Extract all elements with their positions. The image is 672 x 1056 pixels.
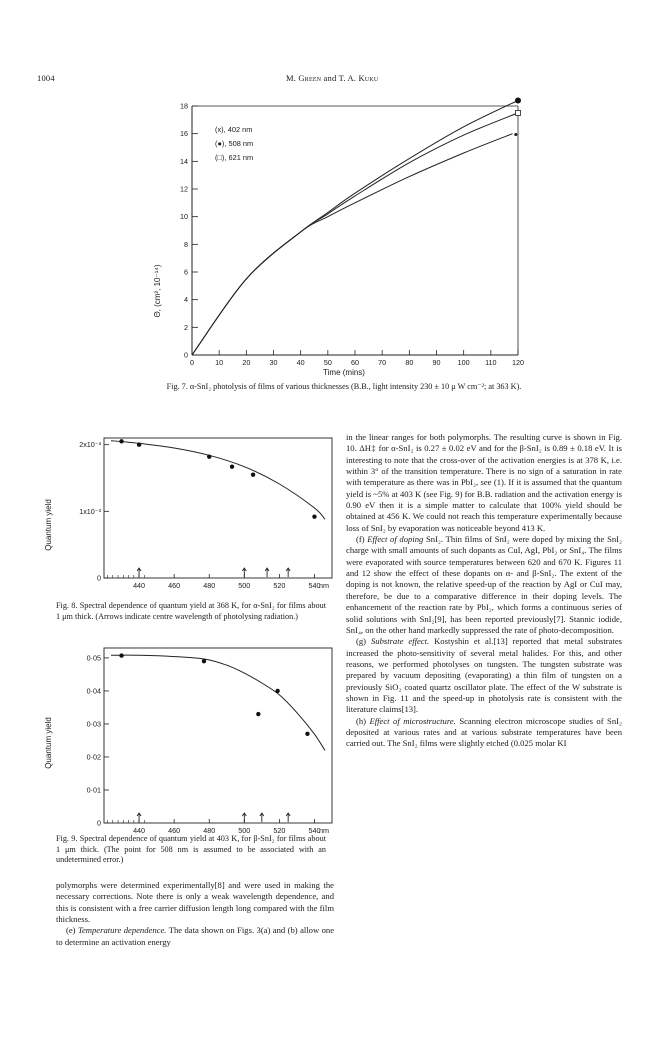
fig7-x-tick-label: 40: [296, 358, 305, 367]
fig8-wavelength-arrow: [242, 568, 246, 577]
fig8-caption: Fig. 8. Spectral dependence of quantum yield at 368 K, for α-SnI₂ for films about 1 μm thick. (Arrows indicate centre wavelength of photolysing radiation.): [56, 601, 326, 621]
fig9-x-tick-label: 520: [273, 826, 286, 834]
fig7-y-tick-label: 14: [180, 156, 188, 166]
right-paragraph-doping: (f) Effect of doping SnI₂. Thin films of SnI₂ were doped by mixing the SnI₂ charge with small amounts of such dopants as CuI, AgI, PbI₂ or SnI₄. The films were evaporated with source temperatures between 620 and 670 K. Figures 11 and 12 show the effect of these dopants on α- and β-SnI₂. The extent of the doping is not known, the relative speed-up of the reaction by AgI or CuI may, therefore, be due to a comparative difference in their doping levels. The enhancement of the reaction rate by PbI₂, which forms a continuous series of solid solutions with SnI₂[9], has been reported previously[7]. Stannic iodide, SnI₄, on the other hand markedly suppressed the rate of photo-decomposition.: [346, 534, 623, 635]
fig7-x-axis-title: Time (mins): [323, 368, 365, 377]
figure-7-chart: [140, 96, 540, 381]
legend-508nm: (●), 508 nm: [215, 139, 254, 148]
fig8-data-point: [230, 464, 234, 468]
fig9-y-tick-label: 0·04: [86, 686, 101, 696]
fig9-y-tick-label: 0·05: [86, 653, 101, 663]
fig8-y-tick-label: 2x10⁻³: [79, 440, 101, 450]
fig7-x-tick-label: 120: [512, 358, 524, 367]
heading-effect-of-doping: Effect of doping: [367, 534, 424, 545]
fig7-y-tick-label: 8: [184, 239, 188, 249]
fig7-x-tick-label: 20: [242, 358, 251, 367]
fig9-y-axis-title: Quantum yield: [44, 717, 53, 769]
fig9-axes: [87, 648, 332, 834]
fig8-data-point: [251, 472, 255, 476]
fig8-x-tick-label: nm: [319, 581, 329, 590]
fig9-wavelength-arrow: [242, 813, 246, 822]
fig7-x-tick-label: 70: [378, 358, 387, 367]
left-paragraph-2: (e) Temperature dependence. The data shown on Figs. 3(a) and (b) allow one to determine an activation energy: [56, 925, 335, 947]
fig7-y-tick-label: 12: [180, 184, 188, 194]
authors-sc2: uku: [364, 73, 379, 83]
fig7-x-tick-label: 100: [457, 358, 470, 367]
fig7-series: [192, 97, 521, 355]
fig7-y-tick-label: 18: [180, 101, 188, 111]
heading-substrate-effect: Substrate effect.: [370, 636, 430, 647]
fig7-x-tick-label: 60: [351, 358, 359, 367]
fig8-y-tick-label: 1x10⁻³: [79, 506, 101, 516]
fig9-x-tick-label: 440: [133, 826, 146, 834]
fig8-wavelength-arrow: [265, 568, 269, 577]
fig9-data-point: [119, 653, 123, 657]
fig8-x-tick-label: 480: [203, 581, 216, 590]
fig7-x-tick-label: 80: [405, 358, 414, 367]
fig9-wavelength-arrow: [137, 813, 141, 822]
fig9-x-tick-label: 460: [168, 826, 181, 834]
series-621nm-line: [192, 113, 518, 355]
fig7-x-tick-label: 90: [432, 358, 441, 367]
fig8-y-axis-title: Quantum yield: [44, 499, 53, 551]
right-paragraph-1: in the linear ranges for both polymorphs. The resulting curve is shown in Fig. 10. ΔH‡ for α-SnI₂ is 0.27 ± 0.02 eV and for the β-SnI₂ is 0.89 ± 0.18 eV. It is interesting to note that the cross-over of the activation energies is at 378 K, i.e. within 3° of the transition temperature. There is no sign of a saturation in rate with temperature as there was in PbI₂, see (1). If it is assumed that the quantum yield is ~5% at 403 K (see Fig. 9) for B.B. radiation and the activation energy is 0.90 eV then it is a simple matter to calculate that 100% yield should be obtained at 456 K. We could not reach this temperature experimentally because loss of SnI₂ by evaporation was noticeable beyond 413 K.: [346, 432, 622, 533]
series-402nm-end-marker: ●: [513, 129, 518, 139]
fig7-x-tick-label: 10: [215, 358, 224, 367]
heading-effect-of-microstructure: Effect of microstructure.: [369, 715, 456, 726]
running-title: [286, 73, 378, 83]
fig9-data-point: [275, 689, 279, 693]
series-508nm-end-marker: [515, 97, 521, 103]
fig9-x-tick-label: 540: [308, 826, 321, 834]
fig8-x-tick-label: 440: [133, 581, 146, 590]
fig9-caption: Fig. 9. Spectral dependence of quantum yield at 403 K, for β-SnI₂ for films about 1 μm thick. (The point for 508 nm is assumed to be associated with an undetermined error.): [56, 834, 326, 865]
figure-9-chart: [36, 634, 336, 834]
fig9-x-tick-label: 500: [238, 826, 251, 834]
fig8-x-tick-label: 520: [273, 581, 286, 590]
page-number: 1004: [37, 73, 55, 83]
fig9-wavelength-arrow: [260, 813, 264, 822]
fig9-y-tick-label: 0·03: [86, 719, 101, 729]
fig8-data-point: [207, 454, 211, 458]
fig7-y-tick-label: 16: [180, 129, 188, 139]
authors-mid: and T. A. K: [321, 73, 365, 83]
fig9-x-tick-label: nm: [319, 826, 329, 834]
left-paragraph-1: polymorphs were determined experimentally[8] and were used in making the necessary corrections. Note there is only a weak wavelength dependence, and this is consistent with a free carrier diffusion length long compared with the film thickness.: [56, 880, 334, 925]
right-paragraph-substrate: (g) Substrate effect. Kostyshin et al.[13] reported that metal substrates increased the photo-sensitivity of several metal halides. For this, and other reasons, we performed photolyses on tungsten. The tungsten substrate was prepared by vacuum depositing (evaporating) a thin film of tungsten on a previously SiO₂ coated quartz oscillator plate. The effect of the W substrate is shown in Fig. 11 and the speed-up in photolysis rate is consistent with the literature claims[13].: [346, 636, 622, 715]
fig9-data-point: [305, 732, 309, 736]
fig7-y-tick-label: 2: [184, 322, 188, 332]
fig9-x-tick-label: 480: [203, 826, 216, 834]
fig7-legend: [215, 125, 253, 162]
fig9-y-tick-label: 0·02: [86, 752, 101, 762]
fig7-y-tick-label: 0: [184, 350, 188, 360]
fig8-fit-curve: [111, 441, 325, 520]
right-column-text: [346, 432, 622, 750]
fig9-plot-frame: [104, 648, 332, 823]
legend-402nm: (x), 402 nm: [215, 125, 253, 134]
right-paragraph-microstructure: (h) Effect of microstructure. Scanning electron microscope studies of SnI₂ deposited at various rates and at various substrate temperatures have been carried out. The SnI₂ films were slightly etched (0.025 molar KI: [346, 715, 622, 749]
fig7-x-tick-label: 0: [190, 358, 194, 367]
fig8-wavelength-arrow: [137, 568, 141, 577]
legend-621nm: (□), 621 nm: [215, 153, 254, 162]
fig7-y-tick-label: 10: [180, 212, 188, 222]
figure-8-chart: [36, 430, 336, 600]
series-621nm-end-marker: [516, 110, 521, 115]
fig8-data-point: [137, 442, 141, 446]
heading-temperature-dependence: Temperature dependence.: [77, 925, 167, 936]
fig9-series: [111, 653, 325, 750]
fig7-x-tick-label: 30: [269, 358, 278, 367]
fig8-plot-frame: [104, 438, 332, 578]
fig8-data-point: [119, 439, 123, 443]
fig8-series: [111, 439, 325, 519]
fig8-x-tick-label: 500: [238, 581, 251, 590]
fig9-fit-curve: [111, 655, 325, 750]
fig9-data-point: [202, 659, 206, 663]
fig7-y-axis-title: Θ, (cm², 10⁻¹⁴): [153, 264, 162, 318]
fig7-y-tick-label: 4: [184, 295, 188, 305]
fig9-y-tick-label: 0·01: [86, 785, 101, 795]
fig7-y-tick-label: 6: [184, 267, 188, 277]
fig8-x-tick-label: 460: [168, 581, 181, 590]
fig7-x-tick-label: 110: [485, 358, 497, 367]
fig9-y-tick-label: 0: [97, 818, 101, 828]
fig8-axes: [79, 438, 332, 590]
fig7-caption: Fig. 7. α-SnI₂ photolysis of films of various thicknesses (B.B., light intensity 230 ± 10 μ W cm⁻²; at 363 K).: [166, 382, 522, 391]
left-column-text: [56, 880, 334, 948]
fig9-data-point: [256, 712, 260, 716]
fig8-y-tick-label: 0: [97, 573, 101, 583]
fig7-x-tick-label: 50: [323, 358, 332, 367]
series-402nm-line: [192, 134, 513, 355]
fig9-wavelength-arrow: [286, 813, 290, 822]
fig8-data-point: [312, 514, 316, 518]
authors-sc1: reen: [304, 73, 322, 83]
fig8-wavelength-arrow: [286, 568, 290, 577]
fig8-x-tick-label: 540: [308, 581, 321, 590]
authors-prefix: M. G: [286, 73, 305, 83]
